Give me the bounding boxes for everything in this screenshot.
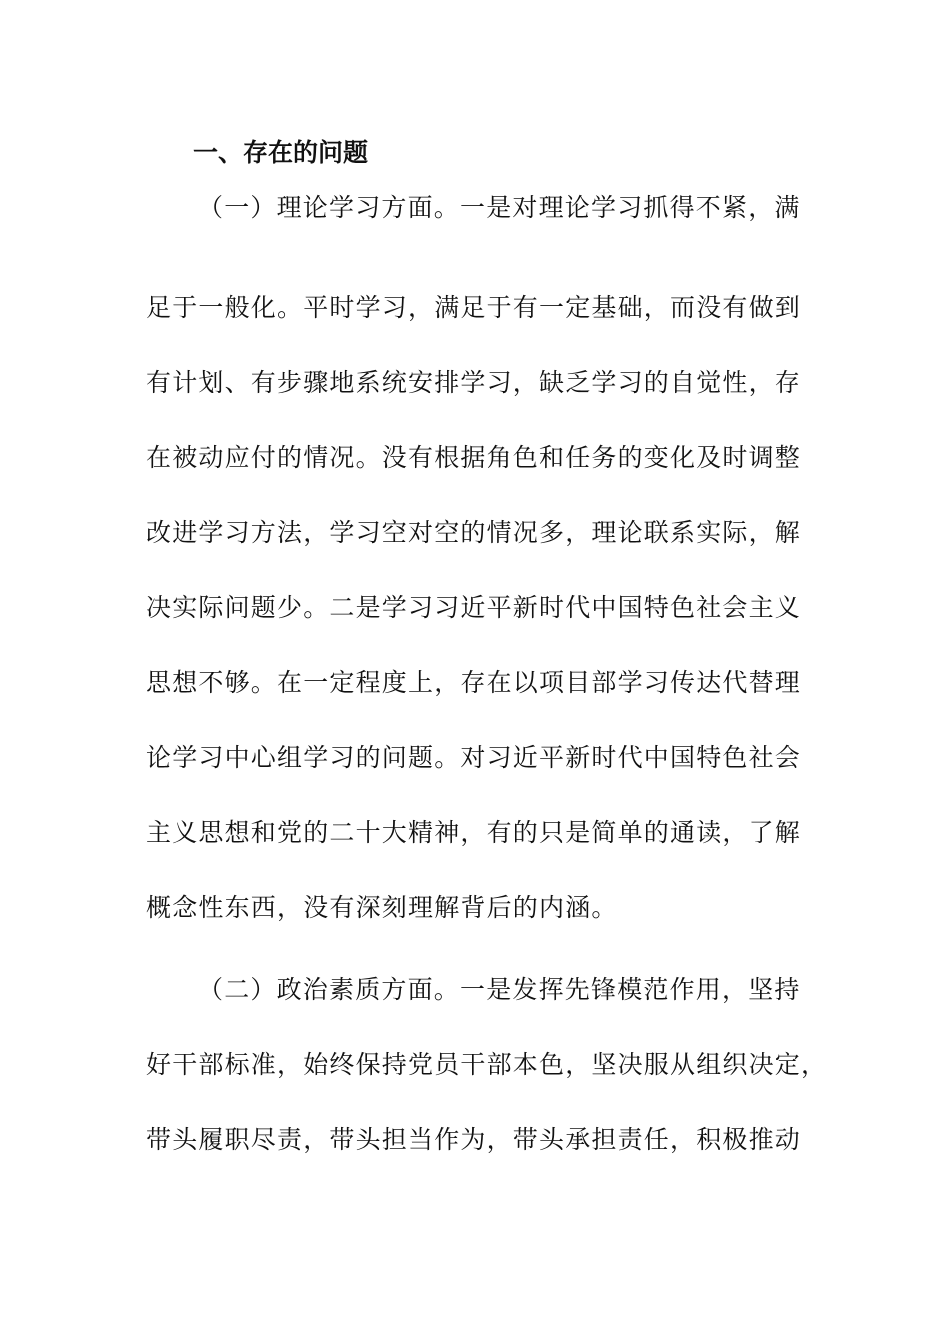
paragraph-1-line-5: 改进学习方法，学习空对空的情况多，理论联系实际，解: [146, 518, 802, 547]
paragraph-2-line-2: 好干部标准，始终保持党员干部本色，坚决服从组织决定，: [146, 1050, 828, 1079]
paragraph-1-line-4: 在被动应付的情况。没有根据角色和任务的变化及时调整: [146, 443, 802, 472]
paragraph-1-line-1: （一）理论学习方面。一是对理论学习抓得不紧，满: [198, 193, 801, 222]
paragraph-1-line-8: 论学习中心组学习的问题。对习近平新时代中国特色社会: [146, 743, 802, 772]
section-heading: 一、存在的问题: [193, 138, 369, 167]
paragraph-1-line-3: 有计划、有步骤地系统安排学习，缺乏学习的自觉性，存: [146, 368, 802, 397]
paragraph-1-line-6: 决实际问题少。二是学习习近平新时代中国特色社会主义: [146, 593, 802, 622]
paragraph-2-line-1: （二）政治素质方面。一是发挥先锋模范作用，坚持: [198, 975, 801, 1004]
paragraph-2-line-3: 带头履职尽责，带头担当作为，带头承担责任，积极推动: [146, 1125, 802, 1154]
paragraph-1-line-2: 足于一般化。平时学习，满足于有一定基础，而没有做到: [146, 293, 802, 322]
paragraph-1-line-10: 概念性东西，没有深刻理解背后的内涵。: [146, 893, 618, 922]
paragraph-1-line-7: 思想不够。在一定程度上，存在以项目部学习传达代替理: [146, 668, 802, 697]
paragraph-1-line-9: 主义思想和党的二十大精神，有的只是简单的通读，了解: [146, 818, 802, 847]
